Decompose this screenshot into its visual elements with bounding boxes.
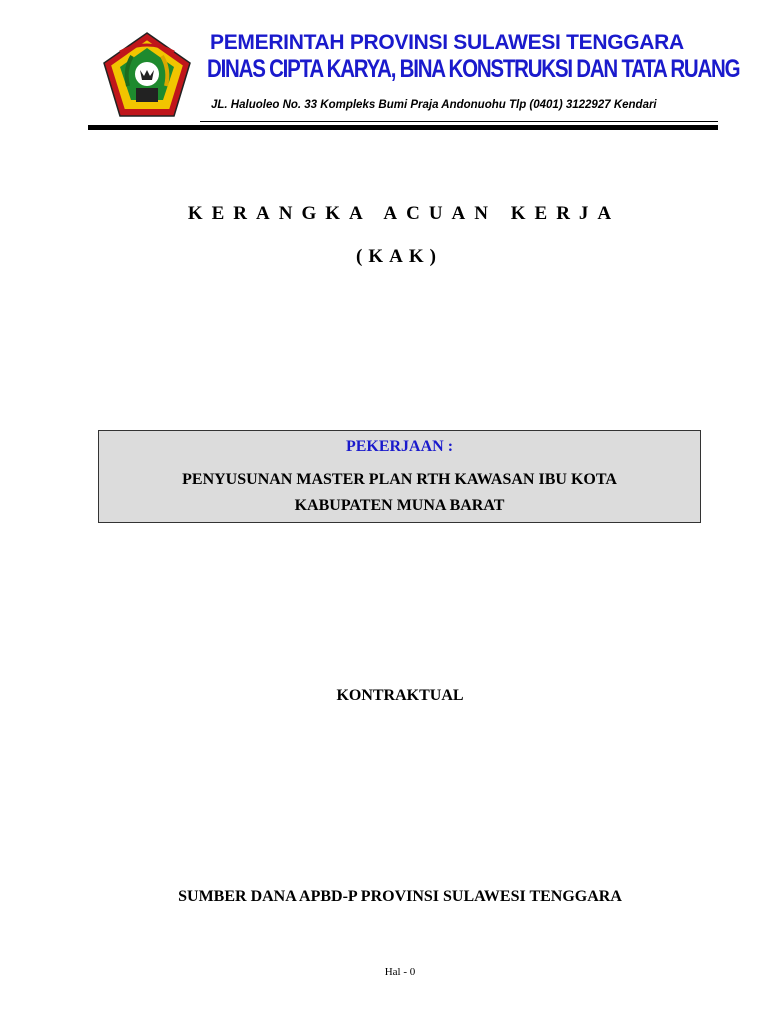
- agency-address: JL. Haluoleo No. 33 Kompleks Bumi Praja Andonuohu Tlp (0401) 3122927 Kendari: [211, 99, 657, 111]
- job-title-line-1: PENYUSUNAN MASTER PLAN RTH KAWASAN IBU KOTA: [182, 471, 617, 488]
- job-label: PEKERJAAN :: [345, 438, 454, 455]
- contract-type: KONTRAKTUAL: [336, 687, 464, 704]
- document-subtitle: (KAK): [356, 246, 442, 267]
- document-title: KERANGKA ACUAN KERJA: [187, 203, 621, 224]
- job-title-line-2: KABUPATEN MUNA BARAT: [294, 497, 505, 514]
- sulawesi-tenggara-emblem-icon: [100, 30, 194, 120]
- header-divider-thin: [200, 121, 718, 122]
- funding-source: SUMBER DANA APBD-P PROVINSI SULAWESI TENGGARA: [178, 888, 622, 905]
- agency-name: DINAS CIPTA KARYA, BINA KONSTRUKSI DAN TATA RUANG: [207, 55, 740, 83]
- header-divider-thick: [88, 125, 718, 130]
- letterhead: [0, 0, 768, 140]
- job-box: [98, 430, 701, 523]
- government-name: PEMERINTAH PROVINSI SULAWESI TENGGARA: [210, 31, 684, 54]
- page-number: Hal - 0: [384, 966, 416, 978]
